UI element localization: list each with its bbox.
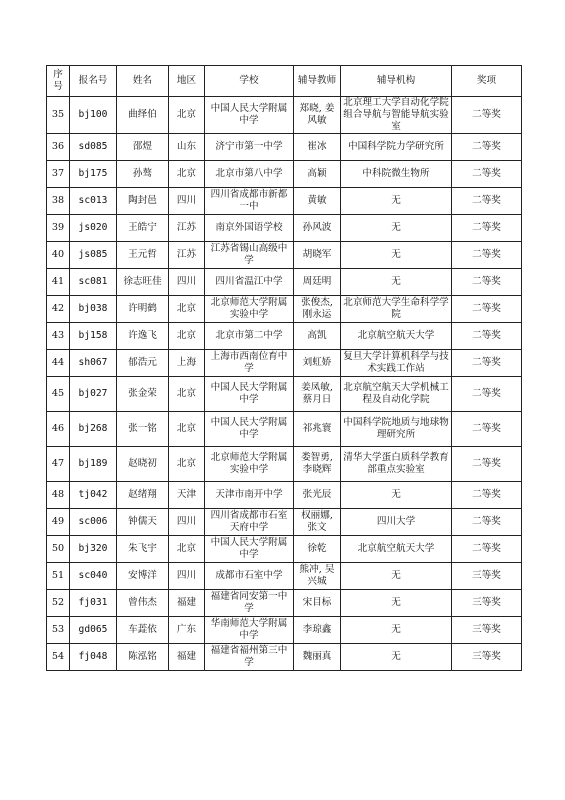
cell-name: 曾伟杰 [117,590,169,617]
table-row [47,536,522,563]
table-row [47,269,522,296]
cell-name: 安博洋 [117,563,169,590]
cell-institution: 四川大学 [341,509,452,536]
cell-region: 北京 [169,447,205,482]
cell-region: 北京 [169,161,205,188]
cell-institution: 北京航空航天大学 [341,323,452,350]
cell-region: 北京 [169,296,205,323]
cell-name: 孙骜 [117,161,169,188]
table-row [47,563,522,590]
cell-institution: 中国科学院地质与地球物理研究所 [341,412,452,447]
cell-number: 47 [47,447,70,482]
cell-registration: bj189 [70,447,117,482]
cell-award: 二等奖 [452,536,522,563]
cell-school: 成都市石室中学 [205,563,294,590]
cell-award: 二等奖 [452,161,522,188]
cell-region: 四川 [169,188,205,215]
cell-teacher: 周廷明 [294,269,341,296]
header-cell: 报名号 [70,66,117,97]
cell-region: 广东 [169,617,205,644]
cell-school: 四川省成都市石室天府中学 [205,509,294,536]
cell-institution: 清华大学蛋白质科学教育部重点实验室 [341,447,452,482]
cell-number: 54 [47,644,70,671]
table-row [47,412,522,447]
cell-school: 中国人民大学附属中学 [205,377,294,412]
header-cell: 姓名 [117,66,169,97]
cell-number: 39 [47,215,70,242]
cell-award: 二等奖 [452,97,522,134]
cell-number: 45 [47,377,70,412]
cell-institution: 无 [341,482,452,509]
cell-registration: bj320 [70,536,117,563]
cell-school: 四川省温江中学 [205,269,294,296]
table-row [47,350,522,377]
cell-teacher: 郑晓, 姜风敏 [294,97,341,134]
cell-teacher: 权丽娜, 张文 [294,509,341,536]
cell-teacher: 魏丽真 [294,644,341,671]
cell-teacher: 祁兆寰 [294,412,341,447]
cell-institution: 无 [341,617,452,644]
cell-region: 四川 [169,563,205,590]
table-row [47,617,522,644]
cell-registration: sc006 [70,509,117,536]
cell-school: 中国人民大学附属中学 [205,412,294,447]
cell-number: 43 [47,323,70,350]
cell-region: 福建 [169,644,205,671]
cell-registration: js085 [70,242,117,269]
table-row [47,447,522,482]
cell-registration: fj031 [70,590,117,617]
cell-teacher: 高颖 [294,161,341,188]
header-cell: 序号 [47,66,70,97]
cell-registration: bj268 [70,412,117,447]
cell-school: 江苏省锡山高级中学 [205,242,294,269]
cell-name: 张金荣 [117,377,169,412]
table-row [47,242,522,269]
cell-school: 中国人民大学附属中学 [205,536,294,563]
cell-name: 王皓宁 [117,215,169,242]
cell-registration: sc013 [70,188,117,215]
cell-institution: 北京理工大学自动化学院组合导航与智能导航实验室 [341,97,452,134]
cell-registration: js020 [70,215,117,242]
table-row [47,644,522,671]
cell-award: 二等奖 [452,447,522,482]
cell-award: 三等奖 [452,590,522,617]
cell-award: 二等奖 [452,350,522,377]
cell-name: 郁浩元 [117,350,169,377]
cell-award: 二等奖 [452,296,522,323]
cell-school: 北京市第二中学 [205,323,294,350]
cell-region: 四川 [169,269,205,296]
cell-registration: sd085 [70,134,117,161]
cell-institution: 无 [341,590,452,617]
cell-registration: bj038 [70,296,117,323]
header-cell: 辅导教师 [294,66,341,97]
cell-registration: sh067 [70,350,117,377]
cell-region: 四川 [169,509,205,536]
cell-institution: 中国科学院力学研究所 [341,134,452,161]
cell-award: 二等奖 [452,242,522,269]
cell-institution: 中科院微生物所 [341,161,452,188]
cell-name: 朱飞宇 [117,536,169,563]
cell-region: 福建 [169,590,205,617]
cell-region: 山东 [169,134,205,161]
cell-region: 北京 [169,536,205,563]
cell-school: 济宁市第一中学 [205,134,294,161]
cell-region: 北京 [169,323,205,350]
cell-school: 北京师范大学附属实验中学 [205,296,294,323]
table-row [47,377,522,412]
cell-number: 48 [47,482,70,509]
cell-name: 钟儒天 [117,509,169,536]
cell-institution: 无 [341,563,452,590]
cell-award: 三等奖 [452,563,522,590]
cell-school: 上海市西南位育中学 [205,350,294,377]
cell-registration: bj175 [70,161,117,188]
cell-registration: gd065 [70,617,117,644]
cell-name: 车蕋依 [117,617,169,644]
table-row [47,134,522,161]
cell-award: 二等奖 [452,215,522,242]
cell-name: 王元哲 [117,242,169,269]
cell-teacher: 崔冰 [294,134,341,161]
cell-name: 徐志旺佳 [117,269,169,296]
cell-institution: 无 [341,269,452,296]
cell-number: 44 [47,350,70,377]
cell-award: 二等奖 [452,509,522,536]
cell-teacher: 黄敏 [294,188,341,215]
cell-number: 36 [47,134,70,161]
cell-number: 42 [47,296,70,323]
cell-teacher: 姜凤敏, 蔡月日 [294,377,341,412]
cell-region: 北京 [169,97,205,134]
table-row [47,323,522,350]
cell-number: 53 [47,617,70,644]
cell-school: 南京外国语学校 [205,215,294,242]
table-row [47,161,522,188]
cell-teacher: 胡晓军 [294,242,341,269]
cell-school: 中国人民大学附属中学 [205,97,294,134]
cell-teacher: 宋目标 [294,590,341,617]
cell-school: 福建省福州第三中学 [205,644,294,671]
cell-number: 40 [47,242,70,269]
cell-institution: 北京师范大学生命科学学院 [341,296,452,323]
cell-award: 二等奖 [452,412,522,447]
cell-teacher: 高凯 [294,323,341,350]
cell-number: 46 [47,412,70,447]
table-row [47,188,522,215]
cell-award: 二等奖 [452,482,522,509]
header-cell: 地区 [169,66,205,97]
cell-award: 二等奖 [452,377,522,412]
table-row [47,509,522,536]
cell-registration: tj042 [70,482,117,509]
cell-registration: sc081 [70,269,117,296]
cell-award: 二等奖 [452,269,522,296]
cell-teacher: 徐乾 [294,536,341,563]
cell-award: 三等奖 [452,617,522,644]
cell-registration: bj027 [70,377,117,412]
cell-teacher: 娄智勇, 李晓辉 [294,447,341,482]
cell-name: 曲绎伯 [117,97,169,134]
header-cell: 辅导机构 [341,66,452,97]
cell-number: 37 [47,161,70,188]
cell-teacher: 李琼鑫 [294,617,341,644]
cell-number: 49 [47,509,70,536]
cell-number: 50 [47,536,70,563]
cell-institution: 无 [341,188,452,215]
cell-registration: bj158 [70,323,117,350]
cell-school: 四川省成都市新都一中 [205,188,294,215]
cell-institution: 无 [341,215,452,242]
cell-region: 北京 [169,412,205,447]
table-row [47,482,522,509]
cell-region: 江苏 [169,215,205,242]
cell-award: 三等奖 [452,644,522,671]
cell-region: 江苏 [169,242,205,269]
header-cell: 奖项 [452,66,522,97]
cell-region: 北京 [169,377,205,412]
cell-institution: 北京航空航天大学 [341,536,452,563]
cell-number: 41 [47,269,70,296]
cell-award: 二等奖 [452,134,522,161]
cell-name: 张一铭 [117,412,169,447]
cell-school: 北京市第八中学 [205,161,294,188]
cell-registration: bj100 [70,97,117,134]
cell-number: 52 [47,590,70,617]
cell-school: 天津市南开中学 [205,482,294,509]
cell-number: 38 [47,188,70,215]
cell-name: 邵煜 [117,134,169,161]
cell-teacher: 孙风波 [294,215,341,242]
cell-name: 许逸飞 [117,323,169,350]
cell-registration: fj048 [70,644,117,671]
cell-name: 赵晓初 [117,447,169,482]
table-row [47,296,522,323]
cell-award: 二等奖 [452,188,522,215]
cell-number: 51 [47,563,70,590]
cell-institution: 复旦大学计算机科学与技术实践工作站 [341,350,452,377]
cell-school: 华南师范大学附属中学 [205,617,294,644]
cell-school: 福建省同安第一中学 [205,590,294,617]
award-table [46,65,522,671]
cell-region: 天津 [169,482,205,509]
cell-award: 二等奖 [452,323,522,350]
cell-number: 35 [47,97,70,134]
table-row [47,590,522,617]
cell-registration: sc040 [70,563,117,590]
cell-teacher: 张俊杰, 刚永运 [294,296,341,323]
header-row [47,66,522,97]
table-row [47,215,522,242]
cell-region: 上海 [169,350,205,377]
cell-name: 陈泓铭 [117,644,169,671]
cell-school: 北京师范大学附属实验中学 [205,447,294,482]
cell-institution: 北京航空航天大学机械工程及自动化学院 [341,377,452,412]
header-cell: 学校 [205,66,294,97]
cell-name: 赵绪翔 [117,482,169,509]
cell-teacher: 张光辰 [294,482,341,509]
cell-name: 陶封邑 [117,188,169,215]
table-row [47,97,522,134]
cell-name: 许明鹤 [117,296,169,323]
cell-institution: 无 [341,242,452,269]
cell-institution: 无 [341,644,452,671]
cell-teacher: 熊冲, 吴兴城 [294,563,341,590]
cell-teacher: 刘虹娇 [294,350,341,377]
